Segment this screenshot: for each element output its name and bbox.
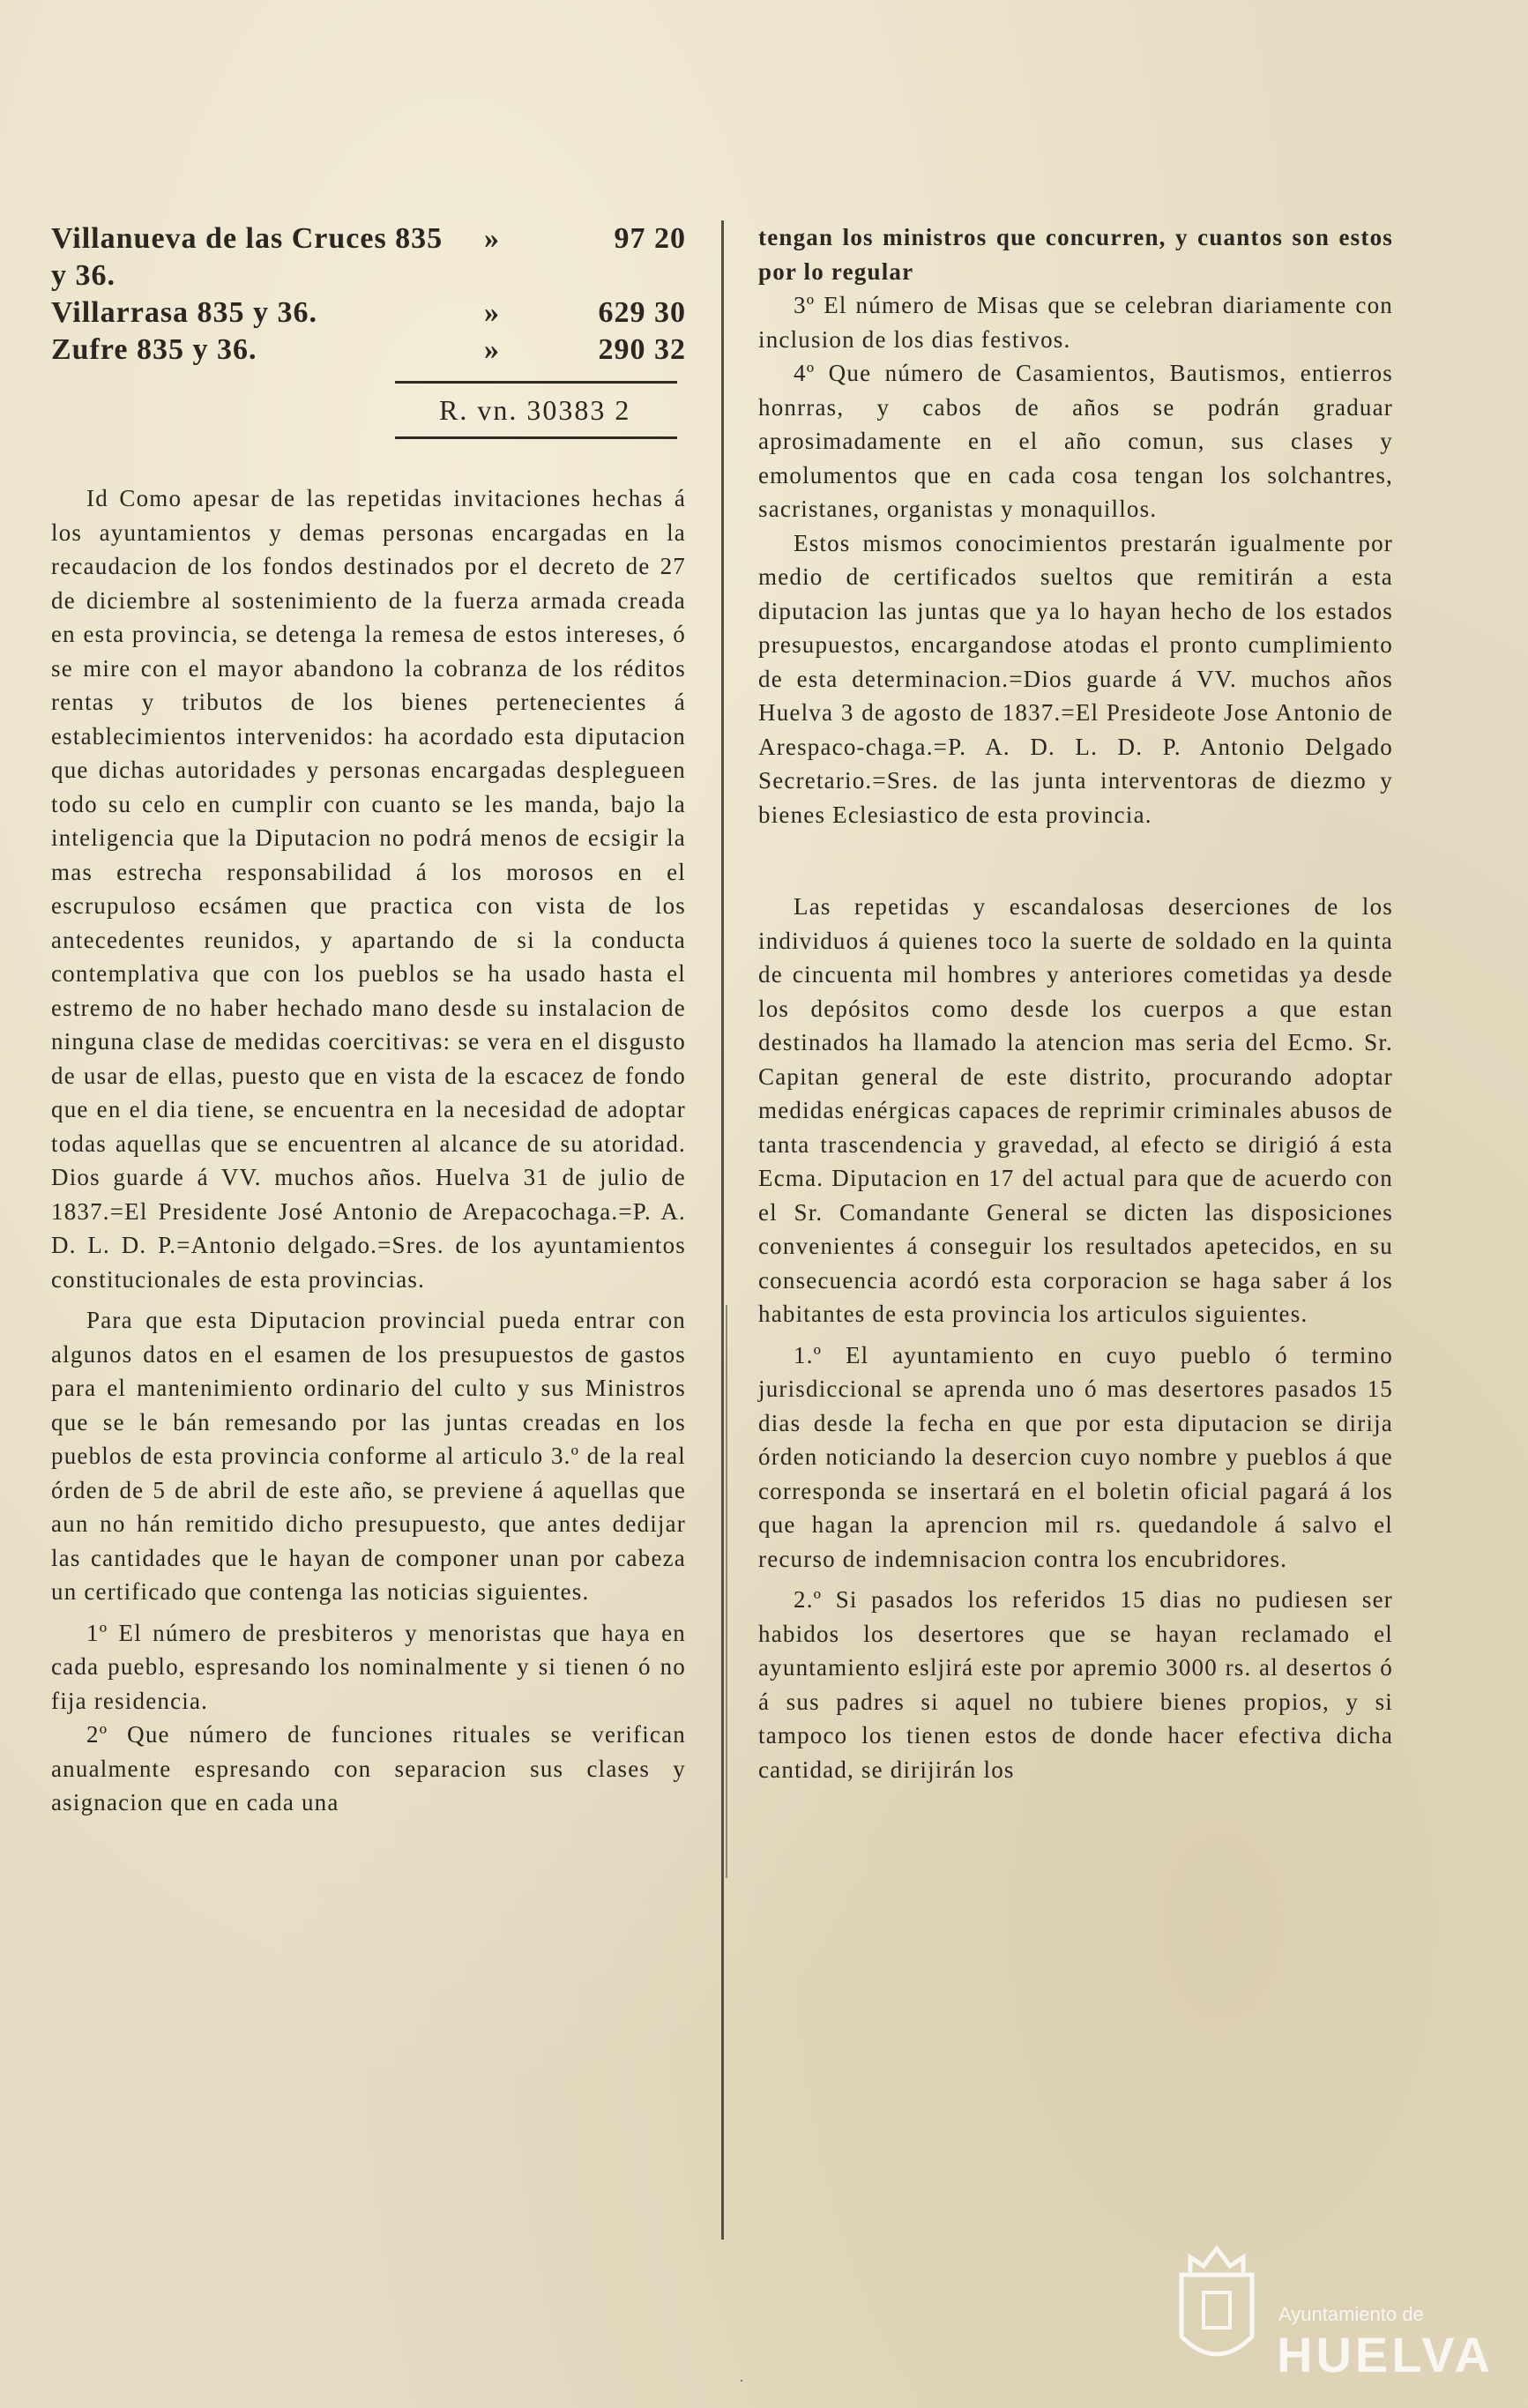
column-divider [721,220,724,2240]
town-name: Villanueva de las Cruces 835 y 36. [51,222,443,292]
amount: 290 32 [598,333,686,366]
left-column [51,220,686,1820]
right-column [758,220,1393,1786]
ditto-mark: » [484,333,500,366]
list-item: 3º El número de Misas que se celebran diariamente con inclusion de los dias festivos. [758,292,1393,353]
amount: 629 30 [598,296,686,329]
continued-text: tengan los ministros que concurren, y cuantos son estos por lo regular [758,224,1393,285]
list-item: 2º Que número de funciones rituales se verifican anualmente espresando con separacion sus clases y asignacion que en cada una [51,1721,686,1815]
town-name: Villarrasa 835 y 36. [51,296,318,329]
list-item: 4º Que número de Casamientos, Bautismos, entierros honrras, y cabos de años se podrán graduar aprosimadamente en el año comun, sus clases y emolumentos que en cada cosa tengan los solchantres, sacristanes, organistas y monaquillos. [758,360,1393,522]
notice-paragraph: Estos mismos conocimientos prestarán igualmente por medio de certificados sueltos que remitirán a esta diputacion las juntas que ya lo hayan hecho de los estados presupuestos, encargandose atodas el pronto cumplimiento de esta determinacion.=Dios guarde á VV. muchos años Huelva 3 de agosto de 1837.=El Presideote Jose Antonio de Arespaco-chaga.=P. A. D. L. D. P. Antonio Delgado Secretario.=Sres. de las junta interventoras de diezmo y bienes Eclesiastico de esta provincia. [758,529,1393,828]
town-name: Zufre 835 y 36. [51,333,257,366]
notice-paragraph: Las repetidas y escandalosas deserciones de los individuos á quienes toco la suerte de soldado en la quinta de cincuenta mil hombres y anteriores cometidas ya desde los depósitos como desde los cuerpos a que estan destinados ha llamado la atencion mas seria del Ecmo. Sr. Capitan general de este distrito, procurando adoptar medidas enérgicas capaces de reprimir criminales abusos de tanta trascendencia y gravedad, al efecto se dirigió á esta Ecma. Diputacion en 17 del actual para que de acuerdo con el Sr. Comandante General se dicten las disposiciones convenientes á conseguir los resultados apetecidos, en su consecuencia acordó esta corporacion se haga saber á los habitantes de esta provincia los articulos siguientes. [758,893,1393,1327]
column-divider-secondary [726,1305,727,1878]
table-row [51,332,686,369]
table-rule [395,381,677,384]
article-item: 2.º Si pasados los referidos 15 dias no pudiesen ser habidos los desertores que se hayan reclamado el ayuntamiento esljirá este por apremio 3000 rs. al desertos ó á sus padres si aquel no tubiere bienes propios, y si tampoco los tienen estos de donde hacer efectiva dicha cantidad, se dirijirán los [758,1586,1393,1783]
table-total: R. vn. 30383 2 [439,394,631,426]
ditto-mark: » [484,296,500,329]
logo-line-2: HUELVA [1277,2327,1494,2382]
notice-paragraph: Para que esta Diputacion provincial pueda entrar con algunos datos en el esamen de los presupuestos de gastos para el mantenimiento ordinario del culto y sus Ministros que se le bán remesando por las juntas creadas en los pueblos de esta provincia conforme al articulo 3.º de la real órden de 5 de abril de este año, se previene á aquellas que aun no hán remitido dicho presupuesto, que antes dedijar las cantidades que le hayan de componer unan por cabeza un certificado que contenga las noticias siguientes. [51,1307,686,1605]
huelva-logo [1146,2222,1499,2398]
notice-paragraph: Id Como apesar de las repetidas invitaciones hechas á los ayuntamientos y demas personas encargadas en la recaudacion de los fondos destinados por el decreto de 27 de diciembre al sostenimiento de la fuerza armada creada en esta provincia, se detenga la remesa de estos intereses, ó se mire con el mayor abandono la cobranza de los réditos rentas y tributos de los bienes pertenecientes á establecimientos intervenidos: ha acordado esta diputacion que dichas autoridades y personas encargadas desplegueen todo su celo en cumplir con cuanto se les manda, bajo la inteligencia que la Diputacion no podrá menos de ecsigir la mas estrecha responsabilidad á los morosos en el escrupuloso ecsámen que practica con vista de los antecedentes reunidos, y apartando de si la conducta contemplativa que con los pueblos se ha usado hasta el estremo de no haber hechado mano desde su instalacion de ninguna clase de medidas coercitivas: se vera en el disgusto de usar de ellas, puesto que en vista de la escacez de fondo que en el dia tiene, se encuentra en la necesidad de adoptar todas aquellas que se encuentren al alcance de su atoridad. Dios guarde á VV. muchos años. Huelva 31 de julio de 1837.=El Presidente José Antonio de Arepacochaga.=P. A. D. L. D. P.=Antonio delgado.=Sres. de los ayuntamientos constitucionales de esta provincias. [51,485,686,1293]
revenue-table [51,220,686,439]
table-row [51,220,686,294]
article-item: 1.º El ayuntamiento en cuyo pueblo ó termino jurisdiccional se aprenda uno ó mas desertores pasados 15 dias desde la fecha en que por esta diputacion se dirija órden noticiando la desercion cuyo nombre y pueblos á que corresponda se insertará en el boletin oficial pagará á los que hagan la aprencion mil rs. quedandole á salvo el recurso de indemnisacion contra los encubridores. [758,1341,1393,1572]
logo-line-1: Ayuntamiento de [1278,2303,1424,2325]
page-mark: · [739,2372,744,2389]
coat-of-arms-icon [1164,2240,1270,2381]
ditto-mark: » [484,222,500,255]
list-item: 1º El número de presbiteros y menoristas que haya en cada pueblo, espresando los nominalmente y si tienen ó no fija residencia. [51,1619,686,1714]
amount: 97 20 [614,222,686,255]
table-row [51,294,686,332]
